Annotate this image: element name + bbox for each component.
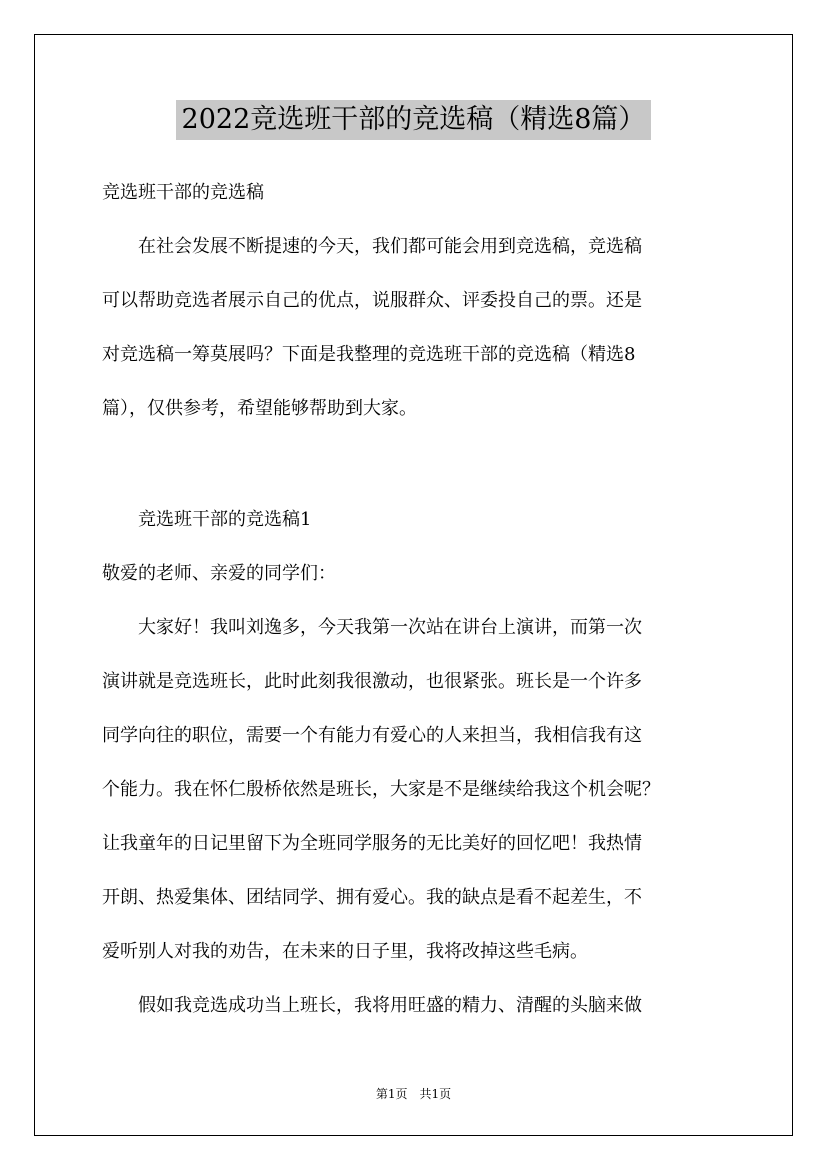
body-line: 开朗、热爱集体、团结同学、拥有爱心。我的缺点是看不起差生，不 xyxy=(102,887,642,908)
body-paragraph xyxy=(102,610,752,988)
salutation: 敬爱的老师、亲爱的同学们： xyxy=(102,563,336,584)
intro-paragraph xyxy=(102,229,752,445)
document-title xyxy=(0,100,827,140)
title-text: 2022竞选班干部的竞选稿（精选8篇） xyxy=(176,100,652,140)
section-heading: 竞选班干部的竞选稿1 xyxy=(102,509,312,530)
body-line: 同学向往的职位，需要一个有能力有爱心的人来担当，我相信我有这 xyxy=(102,725,642,746)
body-line: 爱听别人对我的劝告，在未来的日子里，我将改掉这些毛病。 xyxy=(102,941,588,962)
intro-line: 可以帮助竞选者展示自己的优点，说服群众、评委投自己的票。还是 xyxy=(102,290,642,311)
last-line: 假如我竞选成功当上班长，我将用旺盛的精力、清醒的头脑来做 xyxy=(102,995,642,1016)
body-line: 大家好！我叫刘逸多，今天我第一次站在讲台上演讲，而第一次 xyxy=(102,617,642,638)
body-line: 个能力。我在怀仁殷桥依然是班长，大家是不是继续给我这个机会呢？ xyxy=(102,779,660,800)
body-line: 让我童年的日记里留下为全班同学服务的无比美好的回忆吧！我热情 xyxy=(102,833,642,854)
subtitle: 竞选班干部的竞选稿 xyxy=(102,182,264,203)
body-line: 演讲就是竞选班长，此时此刻我很激动，也很紧张。班长是一个许多 xyxy=(102,671,642,692)
intro-line: 在社会发展不断提速的今天，我们都可能会用到竞选稿，竞选稿 xyxy=(102,236,642,257)
page-footer: 第1页 共1页 xyxy=(375,1087,452,1101)
intro-line: 对竞选稿一筹莫展吗？下面是我整理的竞选班干部的竞选稿（精选8 xyxy=(102,344,636,365)
intro-line: 篇），仅供参考，希望能够帮助到大家。 xyxy=(102,398,417,419)
